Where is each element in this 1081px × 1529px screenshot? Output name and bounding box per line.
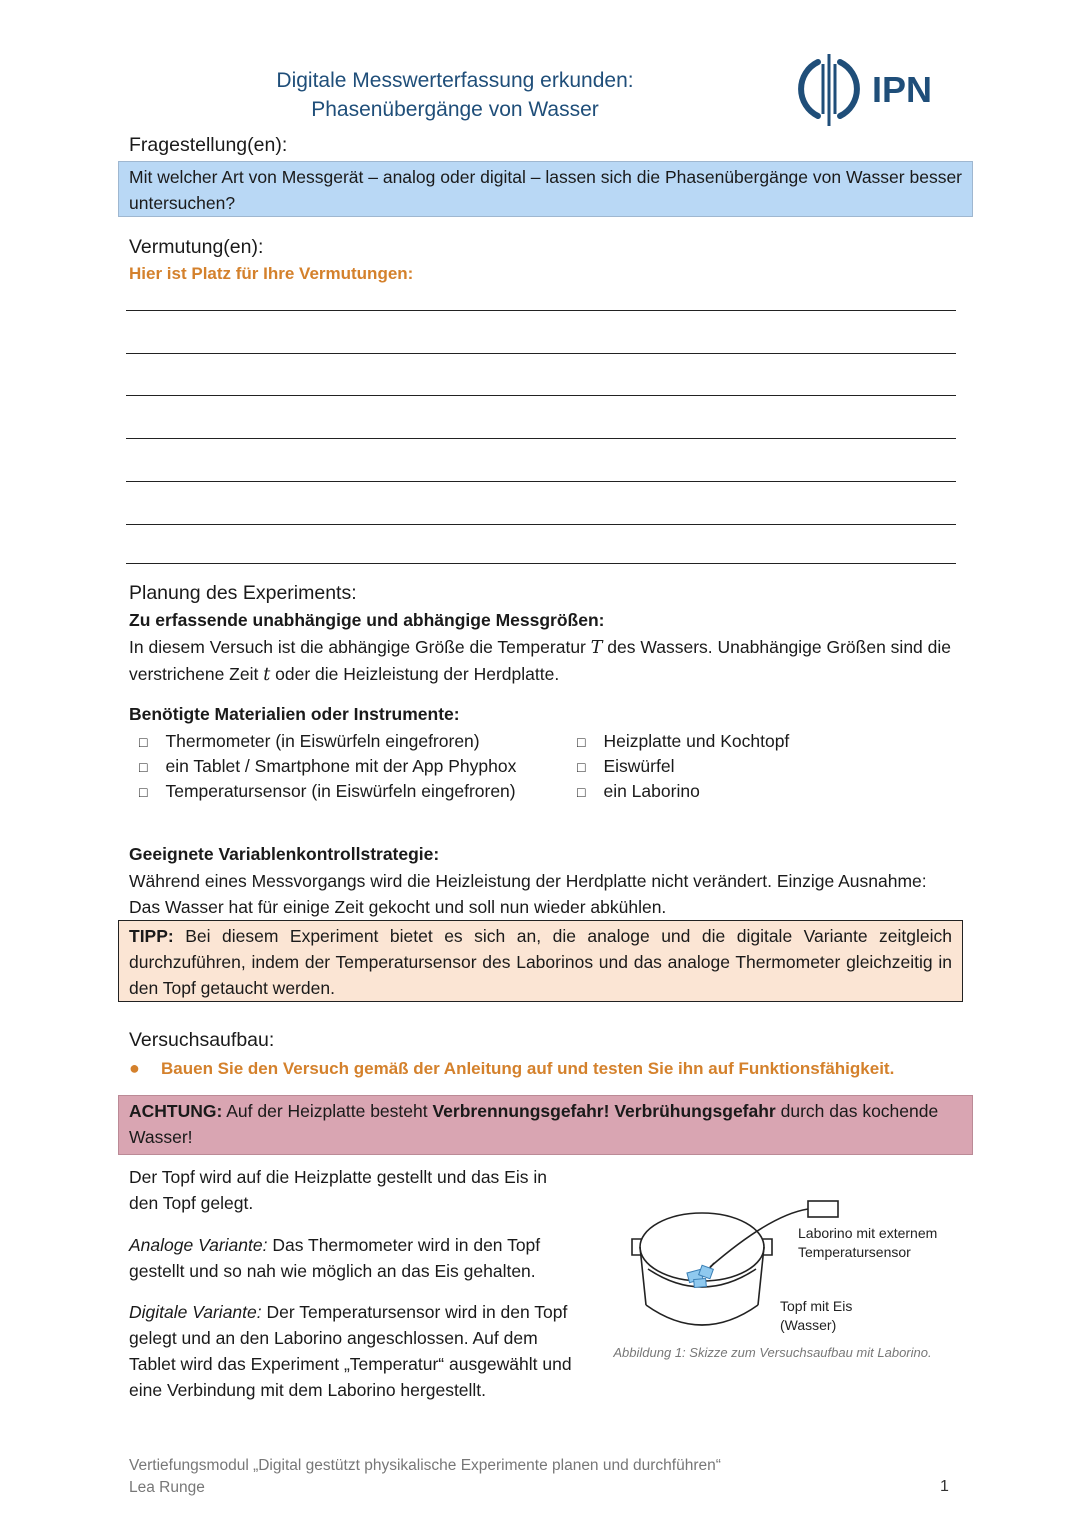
tipp-label: TIPP: bbox=[129, 926, 174, 946]
achtung-text-part3: durch das kochende Wasser! bbox=[129, 1101, 939, 1147]
materialien-list-right bbox=[577, 729, 947, 804]
label-topf-line1: Topf mit Eis bbox=[780, 1298, 853, 1314]
material-label: ein Laborino bbox=[603, 781, 700, 801]
tipp-box bbox=[118, 920, 963, 1002]
footer-module: Vertiefungsmodul „Digital gestützt physikalische Experimente planen und durchführen“ bbox=[129, 1457, 721, 1474]
answer-line[interactable] bbox=[126, 563, 956, 564]
checkbox-icon[interactable]: □ bbox=[577, 734, 586, 750]
material-label: Temperatursensor (in Eiswürfeln eingefroren) bbox=[165, 781, 516, 801]
title-line-2: Phasenübergänge von Wasser bbox=[311, 98, 599, 121]
messgroessen-text-part1: In diesem Versuch ist die abhängige Größe die Temperatur bbox=[129, 637, 591, 657]
answer-line[interactable] bbox=[126, 395, 956, 396]
versuchsaufbau-sketch bbox=[620, 1195, 960, 1345]
aufbau-bullet-text: Bauen Sie den Versuch gemäß der Anleitung auf und testen Sie ihn auf Funktionsfähigkeit. bbox=[161, 1059, 895, 1078]
tipp-text: Bei diesem Experiment bietet es sich an, die analoge und die digitale Variante zeitgleich durchzuführen, indem der Temperatursensor des Laborinos und das analoge Thermometer gleichzeitig in den Topf getaucht werden. bbox=[129, 926, 952, 998]
logo-text: IPN bbox=[872, 69, 933, 110]
achtung-text-part1: Auf der Heizplatte besteht bbox=[222, 1101, 433, 1121]
beschreibung-p1: Der Topf wird auf die Heizplatte gestellt und das Eis in den Topf gelegt. bbox=[129, 1167, 547, 1213]
messgroessen-text-part2: des Wassers. Unabhängige Größen sind die verstrichene Zeit bbox=[129, 637, 952, 684]
material-item[interactable] bbox=[139, 779, 559, 804]
planung-heading: Planung des Experiments: bbox=[129, 582, 357, 604]
materialien-heading: Benötigte Materialien oder Instrumente: bbox=[129, 704, 460, 724]
analoge-label: Analoge Variante: bbox=[129, 1235, 268, 1255]
ipn-logo bbox=[796, 50, 946, 130]
material-item[interactable] bbox=[577, 729, 947, 754]
variable-T: T bbox=[590, 638, 603, 658]
materialien-list-left bbox=[139, 729, 559, 804]
label-laborino-line2: Temperatursensor bbox=[798, 1244, 911, 1260]
answer-line[interactable] bbox=[126, 481, 956, 482]
achtung-label: ACHTUNG: bbox=[129, 1101, 223, 1121]
material-label: Thermometer (in Eiswürfeln eingefroren) bbox=[165, 731, 480, 751]
page-number: 1 bbox=[940, 1478, 949, 1495]
strategie-heading: Geeignete Variablenkontrollstrategie: bbox=[129, 844, 440, 864]
material-item[interactable] bbox=[139, 754, 559, 779]
answer-line[interactable] bbox=[126, 353, 956, 354]
achtung-bold-2: Verbrühungsgefahr bbox=[614, 1101, 776, 1121]
aufbau-bullet bbox=[129, 1058, 959, 1079]
messgroessen-heading: Zu erfassende unabhängige und abhängige Messgrößen: bbox=[129, 610, 605, 630]
title-line-1: Digitale Messwerterfassung erkunden: bbox=[276, 69, 634, 92]
page-title bbox=[180, 66, 730, 124]
material-label: Eiswürfel bbox=[603, 756, 675, 776]
checkbox-icon[interactable]: □ bbox=[139, 784, 148, 800]
achtung-box bbox=[118, 1095, 973, 1155]
answer-line[interactable] bbox=[126, 524, 956, 525]
checkbox-icon[interactable]: □ bbox=[577, 759, 586, 775]
beschreibung-p2 bbox=[129, 1232, 579, 1284]
bullet-icon: ● bbox=[129, 1058, 140, 1078]
answer-line[interactable] bbox=[126, 310, 956, 311]
label-topf-line2: (Wasser) bbox=[780, 1317, 837, 1333]
messgroessen-text-part3: oder die Heizleistung der Herdplatte. bbox=[270, 664, 560, 684]
material-item[interactable] bbox=[577, 754, 947, 779]
vermutung-heading: Vermutung(en): bbox=[129, 236, 264, 258]
strategie-text: Während eines Messvorgangs wird die Heizleistung der Herdplatte nicht verändert. Einzige Ausnahme: Das Wasser hat für einige Zeit gekocht und soll nun wieder abkühlen. bbox=[129, 871, 927, 917]
footer-author: Lea Runge bbox=[129, 1479, 205, 1496]
label-laborino-line1: Laborino mit externem bbox=[798, 1225, 938, 1241]
figure-caption: Abbildung 1: Skizze zum Versuchsaufbau mit Laborino. bbox=[613, 1345, 932, 1360]
material-item[interactable] bbox=[577, 779, 947, 804]
variable-t: t bbox=[263, 665, 271, 685]
beschreibung-p3 bbox=[129, 1299, 579, 1403]
checkbox-icon[interactable]: □ bbox=[139, 734, 148, 750]
digitale-label: Digitale Variante: bbox=[129, 1302, 262, 1322]
fragestellung-heading: Fragestellung(en): bbox=[129, 134, 288, 156]
checkbox-icon[interactable]: □ bbox=[577, 784, 586, 800]
aufbau-heading: Versuchsaufbau: bbox=[129, 1029, 275, 1051]
messgroessen-text bbox=[129, 634, 959, 688]
vermutung-prompt: Hier ist Platz für Ihre Vermutungen: bbox=[129, 264, 414, 283]
checkbox-icon[interactable]: □ bbox=[139, 759, 148, 775]
achtung-bold-1: Verbrennungsgefahr! bbox=[432, 1101, 610, 1121]
material-item[interactable] bbox=[139, 729, 559, 754]
fragestellung-text: Mit welcher Art von Messgerät – analog oder digital – lassen sich die Phasenübergänge von Wasser besser untersuchen? bbox=[129, 167, 963, 213]
answer-line[interactable] bbox=[126, 438, 956, 439]
analoge-text: Das Thermometer wird in den Topf gestellt und so nah wie möglich an das Eis gehalten. bbox=[129, 1235, 541, 1281]
material-label: ein Tablet / Smartphone mit der App Phyphox bbox=[165, 756, 517, 776]
material-label: Heizplatte und Kochtopf bbox=[603, 731, 790, 751]
digitale-text: Der Temperatursensor wird in den Topf gelegt und an den Laborino angeschlossen. Auf dem Tablet wird das Experiment „Temperatur“ ausgewählt und eine Verbindung mit dem Laborino hergestellt. bbox=[129, 1302, 572, 1400]
fragestellung-box bbox=[118, 161, 973, 217]
